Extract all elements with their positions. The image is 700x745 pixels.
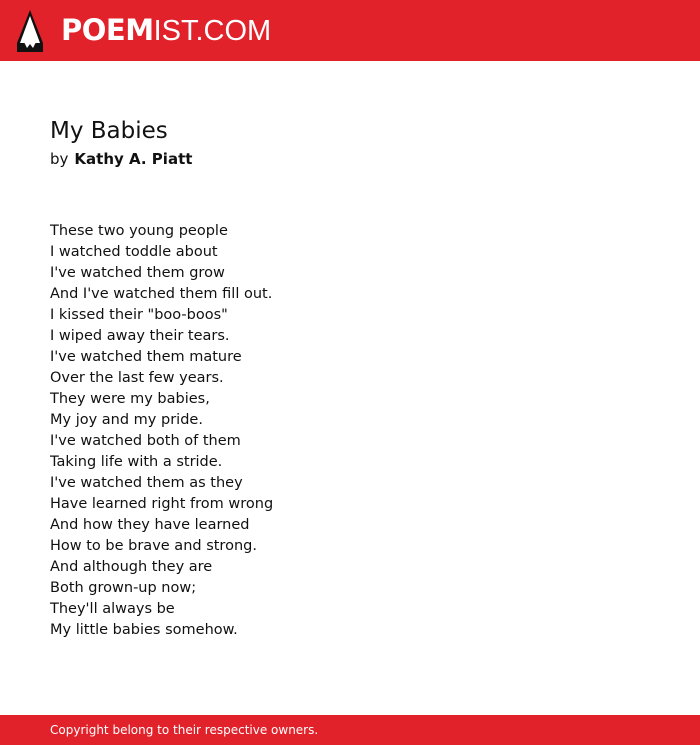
by-label: by [50,150,69,168]
poem-line: And although they are [50,559,213,575]
site-logo-text [61,9,271,52]
poem-line: These two young people [50,223,228,239]
poem-line: I wiped away their tears. [50,328,230,344]
poem-line: Have learned right from wrong [50,496,274,512]
poem-line: And how they have learned [50,517,250,533]
poem-line: And I've watched them fill out. [50,286,273,302]
poem-line: Taking life with a stride. [50,454,223,470]
byline [50,149,650,169]
poem-title: My Babies [50,118,168,144]
poem-line: I've watched both of them [50,433,241,449]
poem-line: Both grown-up now; [50,580,197,596]
poem-line: Over the last few years. [50,370,224,386]
poem-line: I've watched them as they [50,475,243,491]
poem-line: How to be brave and strong. [50,538,257,554]
copyright-text: Copyright belong to their respective owners. [50,723,319,737]
poem-line: I watched toddle about [50,244,218,260]
author-link[interactable]: Kathy A. Piatt [74,150,193,168]
site-header [0,0,700,61]
poem-content [50,116,650,641]
logo-bold-text: POEM [61,13,154,47]
poem-line: I've watched them grow [50,265,225,281]
site-footer [0,715,700,745]
poem-line: I kissed their "boo-boos" [50,307,228,323]
logo-light-text: IST.COM [153,15,272,47]
poem-body [50,221,650,641]
pencil-icon [17,10,43,52]
poem-line: My joy and my pride. [50,412,203,428]
poem-line: I've watched them mature [50,349,242,365]
site-logo-link[interactable] [17,9,271,52]
poem-line: They were my babies, [50,391,210,407]
poem-line: My little babies somehow. [50,622,238,638]
poem-line: They'll always be [50,601,175,617]
